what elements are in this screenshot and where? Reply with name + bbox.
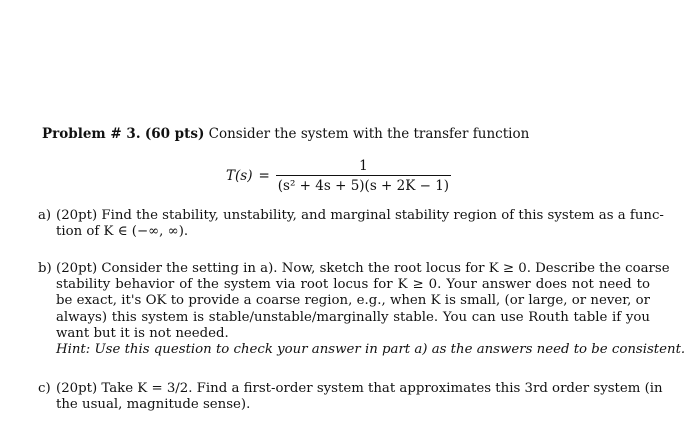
part-b-line-5: want but it is not needed. bbox=[56, 325, 229, 341]
part-b-line-2: stability behavior of the system via root locus for K ≥ 0. Your answer does not need to bbox=[56, 277, 650, 293]
part-c-line-2: the usual, magnitude sense). bbox=[56, 397, 251, 413]
part-c-marker: c) bbox=[38, 381, 51, 396]
part-a-line-2: tion of K ∈ (−∞, ∞). bbox=[56, 224, 189, 240]
part-c-body bbox=[56, 381, 663, 413]
part-a-line-1: (20pt) Find the stability, unstability, and marginal stability region of this system as a func- bbox=[56, 208, 664, 223]
problem-number: Problem # 3. bbox=[42, 126, 141, 142]
part-b-marker: b) bbox=[38, 261, 52, 276]
equation-lhs: T(s) bbox=[226, 168, 253, 184]
part-a-body bbox=[56, 208, 664, 240]
equation-equals-sign: = bbox=[258, 168, 270, 184]
problem-points: (60 pts) bbox=[144, 126, 205, 142]
problem-heading bbox=[42, 125, 529, 143]
part-c-line-1: (20pt) Take K = 3/2. Find a first-order system that approximates this 3rd order system (in bbox=[56, 381, 663, 396]
part-a bbox=[38, 208, 664, 240]
part-a-marker: a) bbox=[38, 208, 52, 223]
part-b-line-3: be exact, it's OK to provide a coarse region, e.g., when K is small, (or large, or never, or bbox=[56, 293, 650, 309]
transfer-function-equation bbox=[226, 156, 451, 196]
equation-numerator: 1 bbox=[359, 158, 368, 174]
equation-denominator: (s² + 4s + 5)(s + 2K − 1) bbox=[277, 178, 450, 194]
part-b-line-1: (20pt) Consider the setting in a). Now, sketch the root locus for K ≥ 0. Describe the coarse bbox=[56, 261, 670, 276]
part-c bbox=[38, 381, 663, 413]
part-b-body bbox=[56, 261, 686, 358]
part-b bbox=[38, 261, 686, 358]
part-b-line-4: always) this system is stable/unstable/marginally stable. You can use Routh table if you bbox=[56, 309, 650, 325]
problem-intro: Consider the system with the transfer function bbox=[208, 126, 530, 142]
equation-fraction bbox=[276, 158, 451, 194]
part-b-hint: Hint: Use this question to check your answer in part a) as the answers need to be consistent. bbox=[56, 342, 686, 358]
